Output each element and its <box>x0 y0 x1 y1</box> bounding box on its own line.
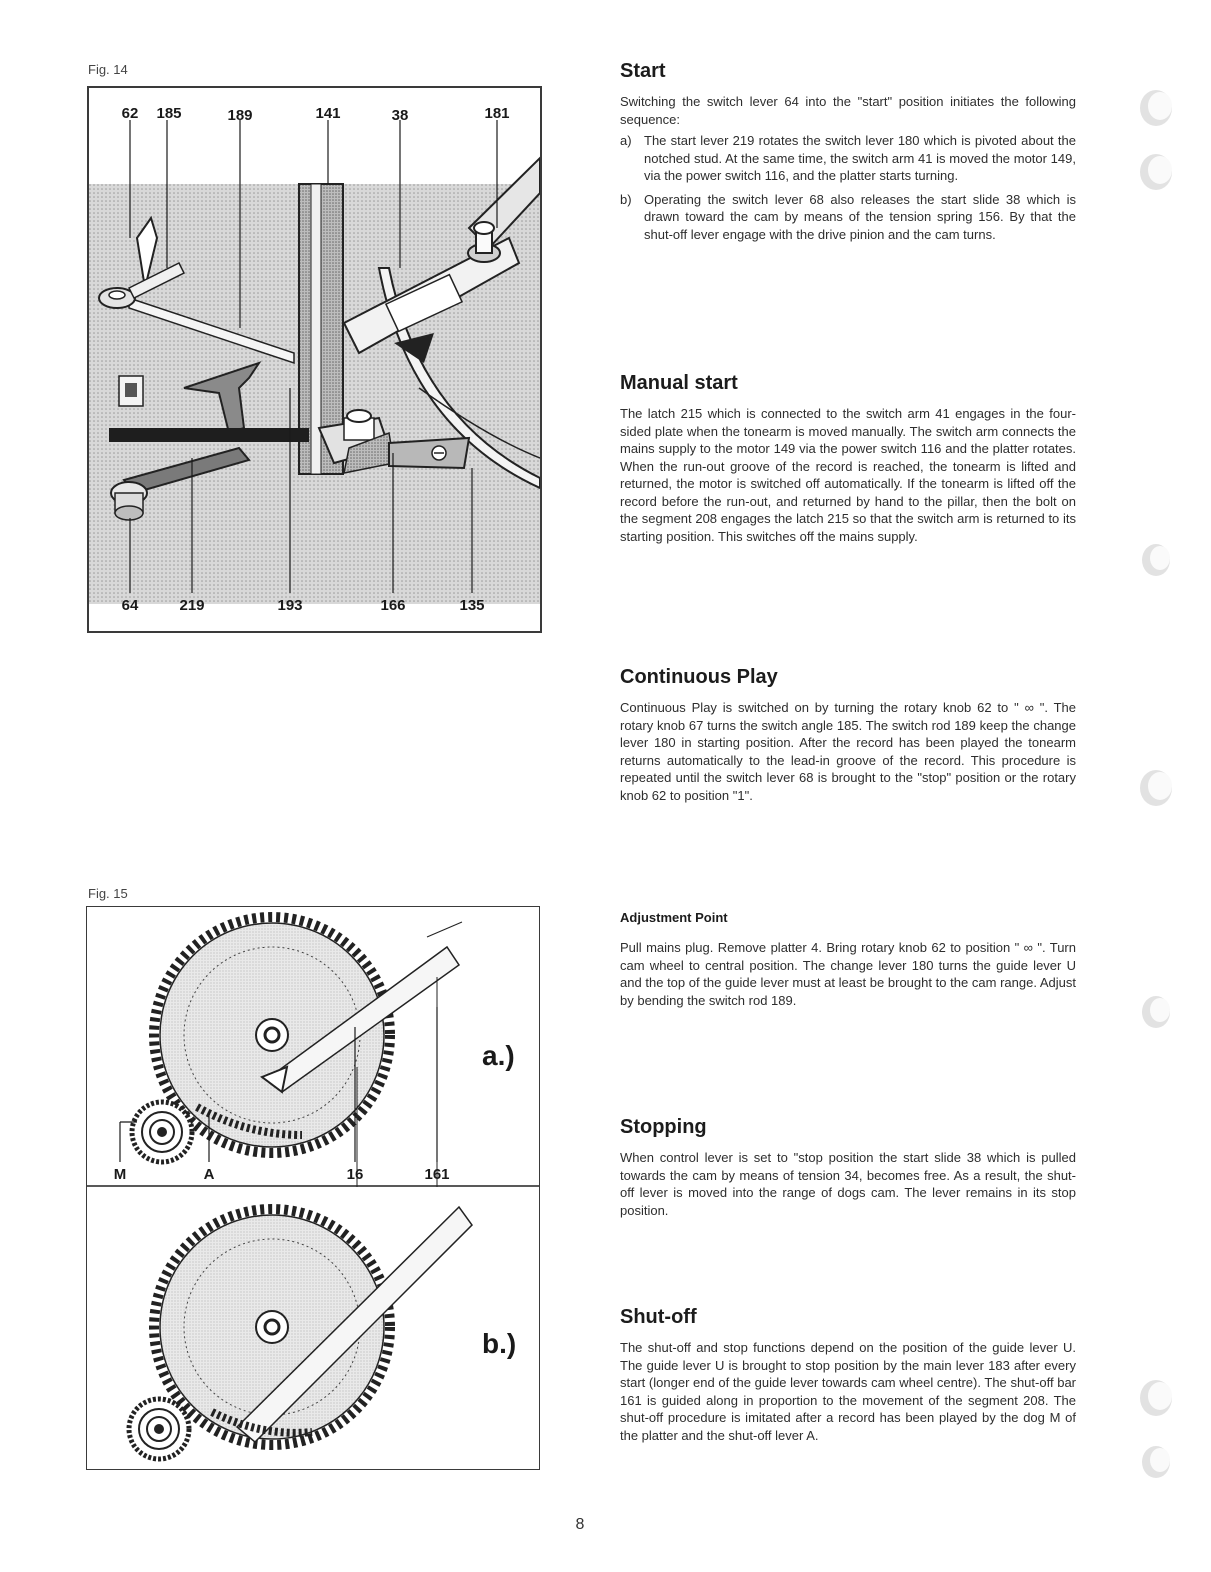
fig14-illustration <box>87 86 542 633</box>
callout-A: A <box>203 1166 215 1183</box>
callout-193: 193 <box>277 597 303 614</box>
start-item-a <box>620 132 1076 185</box>
punch-hole-1 <box>1134 86 1174 130</box>
punch-hole-5 <box>1134 990 1174 1034</box>
panel-a-tag: a.) <box>482 1040 515 1071</box>
fig15-illustration <box>86 906 540 1470</box>
callout-181: 181 <box>484 105 510 122</box>
callout-135: 135 <box>459 597 485 614</box>
panel-a-platter-dog <box>132 1102 192 1162</box>
punch-hole-7 <box>1134 1440 1174 1484</box>
continuous-play-title: Continuous Play <box>620 666 778 688</box>
stopping-text: When control lever is set to "stop position the start slide 38 which is pulled towards the cam by means of tension 34, becomes free. As a result, the shut-off lever is moved into the range of dogs cam. The lever remains in its stop position. <box>620 1150 1076 1218</box>
start-item-a-label: a) <box>620 133 632 148</box>
page-number: 8 <box>575 1516 585 1533</box>
start-title: Start <box>620 60 666 82</box>
stopping-title: Stopping <box>620 1116 707 1138</box>
continuous-play-text: Continuous Play is switched on by turning the rotary knob 62 to " ∞ ". The rotary knob 67 turns the switch angle 185. The switch rod 189 keep the change lever 180 in starting position. After the record has been played the tonearm returns automatically to the lead-in groove of the record. This procedure is repeated until the switch lever 68 is brought to the "stop" position or the rotary knob 62 to position "1". <box>620 700 1076 803</box>
manual-start-text: The latch 215 which is connected to the switch arm 41 engages in the four-sided plate when the tonearm is moved manually. The switch arm connects the mains supply to the motor 149 via the power switch 116 and the platter rotates. When the run-out groove of the record is reached, the tonearm is lifted and returned, the motor is switched off automatically. If the tonearm is lifted off the record before the run-out, and returned by hand to the pillar, then the bolt on the segment 208 engages the latch 215 so that the switch arm is returned to its starting position. This switches off the mains supply. <box>620 406 1076 544</box>
callout-189: 189 <box>227 107 253 124</box>
segment-135 <box>389 438 469 468</box>
start-item-a-text: The start lever 219 rotates the switch lever 180 which is pivoted about the notched stud. At the same time, the switch arm 41 is moved the motor 149, via the power switch 116, and the platter starts turning. <box>644 133 1076 183</box>
start-intro: Switching the switch lever 64 into the "start" position initiates the following sequence: <box>620 94 1076 127</box>
adjustment-text: Pull mains plug. Remove platter 4. Bring rotary knob 62 to position " ∞ ". Turn cam wheel to central position. The change lever 180 turns the guide lever U and the top of the guide lever must at least be brought to the cam range. Adjust by bending the switch rod 189. <box>620 940 1076 1008</box>
section-shutoff <box>620 1306 1076 1444</box>
punch-hole-2 <box>1134 150 1174 194</box>
start-item-b-text: Operating the switch lever 68 also releases the start slide 38 which is drawn toward the cam by means of the tension spring 156. By that the shut-off lever engage with the drive pinion and the cam turns. <box>644 191 1076 242</box>
shutoff-title: Shut-off <box>620 1306 697 1328</box>
start-item-b-label: b) <box>620 191 632 207</box>
callout-166: 166 <box>380 597 406 614</box>
bar-dark <box>109 428 309 442</box>
callout-219: 219 <box>179 597 205 614</box>
fig15-label: Fig. 15 <box>88 886 128 901</box>
start-item-b <box>620 191 1076 244</box>
callout-141: 141 <box>315 105 341 122</box>
callout-16: 16 <box>346 1166 364 1183</box>
fig14-drawing <box>89 88 540 631</box>
callout-38: 38 <box>391 107 409 124</box>
callout-62: 62 <box>121 105 139 122</box>
section-continuous-play <box>620 666 1076 804</box>
section-manual-start <box>620 372 1076 545</box>
callout-M: M <box>113 1166 127 1183</box>
panel-b-platter-dog <box>129 1399 189 1459</box>
section-stopping <box>620 1116 1076 1219</box>
fig14-label: Fig. 14 <box>88 62 128 77</box>
punch-hole-6 <box>1134 1376 1174 1420</box>
punch-hole-4 <box>1134 766 1174 810</box>
section-adjustment-point <box>620 910 1076 1009</box>
adjustment-title: Adjustment Point <box>620 910 728 925</box>
panel-b-cam-wheel <box>154 1207 472 1445</box>
panel-a-cam-wheel <box>154 917 459 1153</box>
fig15-drawing <box>87 907 539 1469</box>
callout-161: 161 <box>424 1166 450 1183</box>
section-start <box>620 60 1076 243</box>
callout-64: 64 <box>121 597 139 614</box>
manual-start-title: Manual start <box>620 372 738 394</box>
callout-185: 185 <box>156 105 182 122</box>
punch-hole-3 <box>1134 538 1174 582</box>
shutoff-text: The shut-off and stop functions depend on the position of the guide lever U. The guide lever U is brought to stop position by the main lever 183 after every start (longer end of the guide lever towards cam wheel centre). The shut-off bar 161 is guided along in proportion to the movement of the segment 208. The shut-off procedure is imitated after a record has been played by the dog M of the platter and the shut-off lever A. <box>620 1340 1076 1443</box>
panel-b-tag: b.) <box>482 1328 517 1359</box>
